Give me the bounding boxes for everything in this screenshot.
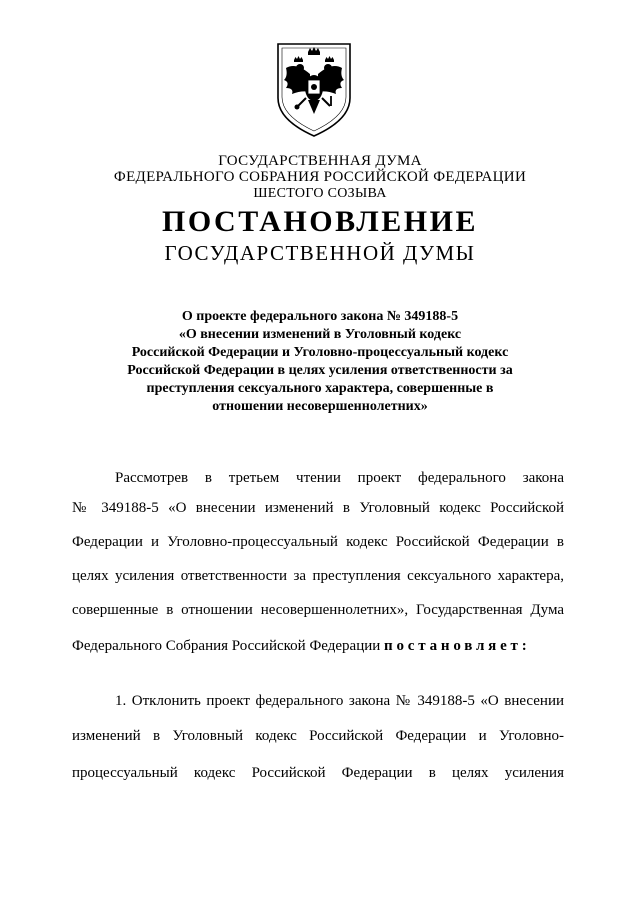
header-federal-assembly: ФЕДЕРАЛЬНОГО СОБРАНИЯ РОССИЙСКОЙ ФЕДЕРАЦИИ — [113, 169, 527, 185]
decree-subtitle: ГОСУДАРСТВЕННОЙ ДУМЫ — [164, 241, 476, 265]
body-line: Федерации и Уголовно-процессуальный кодекс Российской Федерации в — [72, 534, 564, 550]
body-line-final — [72, 638, 564, 655]
body-line: № 349188-5 «О внесении изменений в Уголовный кодекс Российской — [72, 500, 564, 516]
subject-line: Российской Федерации и Уголовно-процессуальный кодекс — [131, 345, 509, 360]
subject-line: О проекте федерального закона № 349188-5 — [181, 309, 459, 324]
body-line: Рассмотрев в третьем чтении проект федерального закона — [115, 470, 564, 486]
decree-verb: постановляет: — [384, 638, 531, 654]
body-line: совершенные в отношении несовершеннолетних», Государственная Дума — [72, 602, 564, 618]
subject-line: «О внесении изменений в Уголовный кодекс — [178, 327, 462, 342]
body-line: 1. Отклонить проект федерального закона № 349188-5 «О внесении — [115, 693, 564, 709]
body-line: изменений в Уголовный кодекс Российской Федерации и Уголовно- — [72, 728, 564, 744]
body-line: целях усиления ответственности за преступления сексуального характера, — [72, 568, 564, 584]
header-convocation: ШЕСТОГО СОЗЫВА — [253, 186, 387, 201]
body-line: процессуальный кодекс Российской Федерации в целях усиления — [72, 765, 564, 781]
subject-line: отношении несовершеннолетних» — [212, 399, 428, 414]
body-line-text: Федерального Собрания Российской Федерации — [72, 638, 381, 654]
state-emblem-icon — [270, 40, 358, 138]
subject-line: Российской Федерации в целях усиления ответственности за — [127, 363, 513, 378]
header-duma: ГОСУДАРСТВЕННАЯ ДУМА — [218, 153, 422, 169]
decree-title: ПОСТАНОВЛЕНИЕ — [162, 205, 478, 238]
subject-line: преступления сексуального характера, совершенные в — [146, 381, 494, 396]
